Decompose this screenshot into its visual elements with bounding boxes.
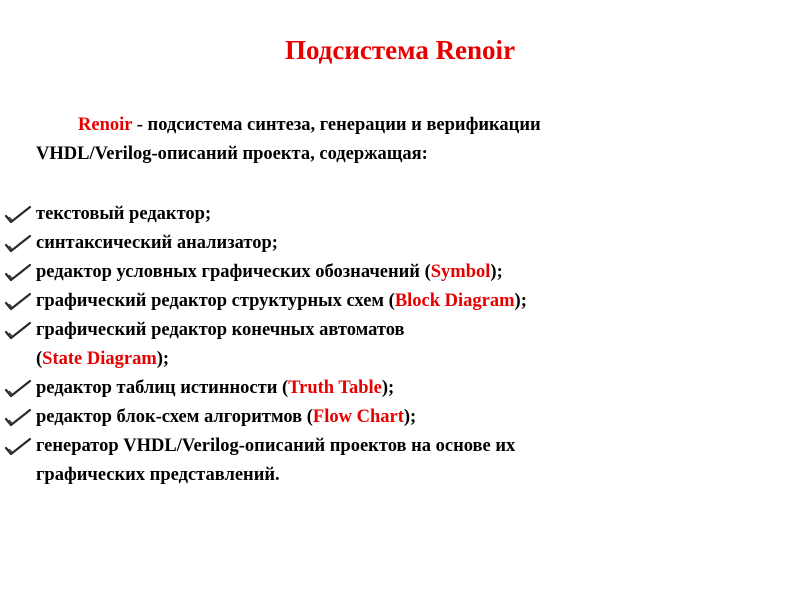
checkmark-icon	[4, 379, 34, 399]
checkmark-icon	[4, 205, 34, 225]
list-item-text: редактор таблиц истинности (	[36, 378, 289, 398]
list-item-text-end: );	[156, 349, 170, 369]
checkmark-icon	[4, 234, 34, 254]
list-item-text-end: );	[490, 262, 503, 282]
list-item	[0, 200, 790, 229]
list-item	[0, 229, 790, 258]
list-item-term: Block Diagram	[394, 291, 515, 311]
list-item-continuation	[36, 345, 790, 374]
list-item-text: графический редактор структурных схем (	[36, 291, 395, 311]
list-item-text-end: );	[514, 291, 527, 311]
feature-list	[0, 200, 790, 490]
list-item-term: Truth Table	[288, 378, 382, 398]
list-item-text-end: );	[381, 378, 395, 398]
list-item-text: генератор VHDL/Verilog-описаний проектов на основе их	[36, 436, 516, 456]
list-item-text-end: );	[403, 407, 417, 427]
list-item	[0, 374, 790, 403]
list-item-text: текстовый редактор;	[36, 204, 212, 224]
list-item	[0, 287, 790, 316]
checkmark-icon	[4, 437, 34, 457]
list-item-text: редактор условных графических обозначений (	[36, 262, 431, 282]
list-item-term: Symbol	[430, 262, 491, 282]
list-item-continuation: графических представлений.	[36, 465, 280, 485]
list-item-text: синтаксический анализатор;	[36, 233, 278, 253]
intro-paragraph	[36, 111, 776, 169]
list-item-text: графический редактор конечных автоматов	[36, 320, 405, 340]
list-item-text: редактор блок-схем алгоритмов (	[36, 407, 313, 427]
checkmark-icon	[4, 263, 34, 283]
intro-line-1-text: - подсистема синтеза, генерации и верификации	[132, 115, 541, 135]
intro-line-1	[36, 111, 776, 140]
list-item	[0, 258, 790, 287]
intro-line-2: VHDL/Verilog-описаний проекта, содержащая:	[36, 144, 428, 164]
list-item	[0, 316, 790, 374]
checkmark-icon	[4, 408, 34, 428]
list-item-text: (	[36, 349, 43, 369]
list-item	[0, 432, 790, 490]
list-item-term: Flow Chart	[312, 407, 404, 427]
list-item	[0, 403, 790, 432]
list-item-term: State Diagram	[42, 349, 157, 369]
checkmark-icon	[4, 292, 34, 312]
slide-title: Подсистема Renoir	[284, 35, 516, 65]
checkmark-icon	[4, 321, 34, 341]
intro-term: Renoir	[78, 115, 133, 135]
